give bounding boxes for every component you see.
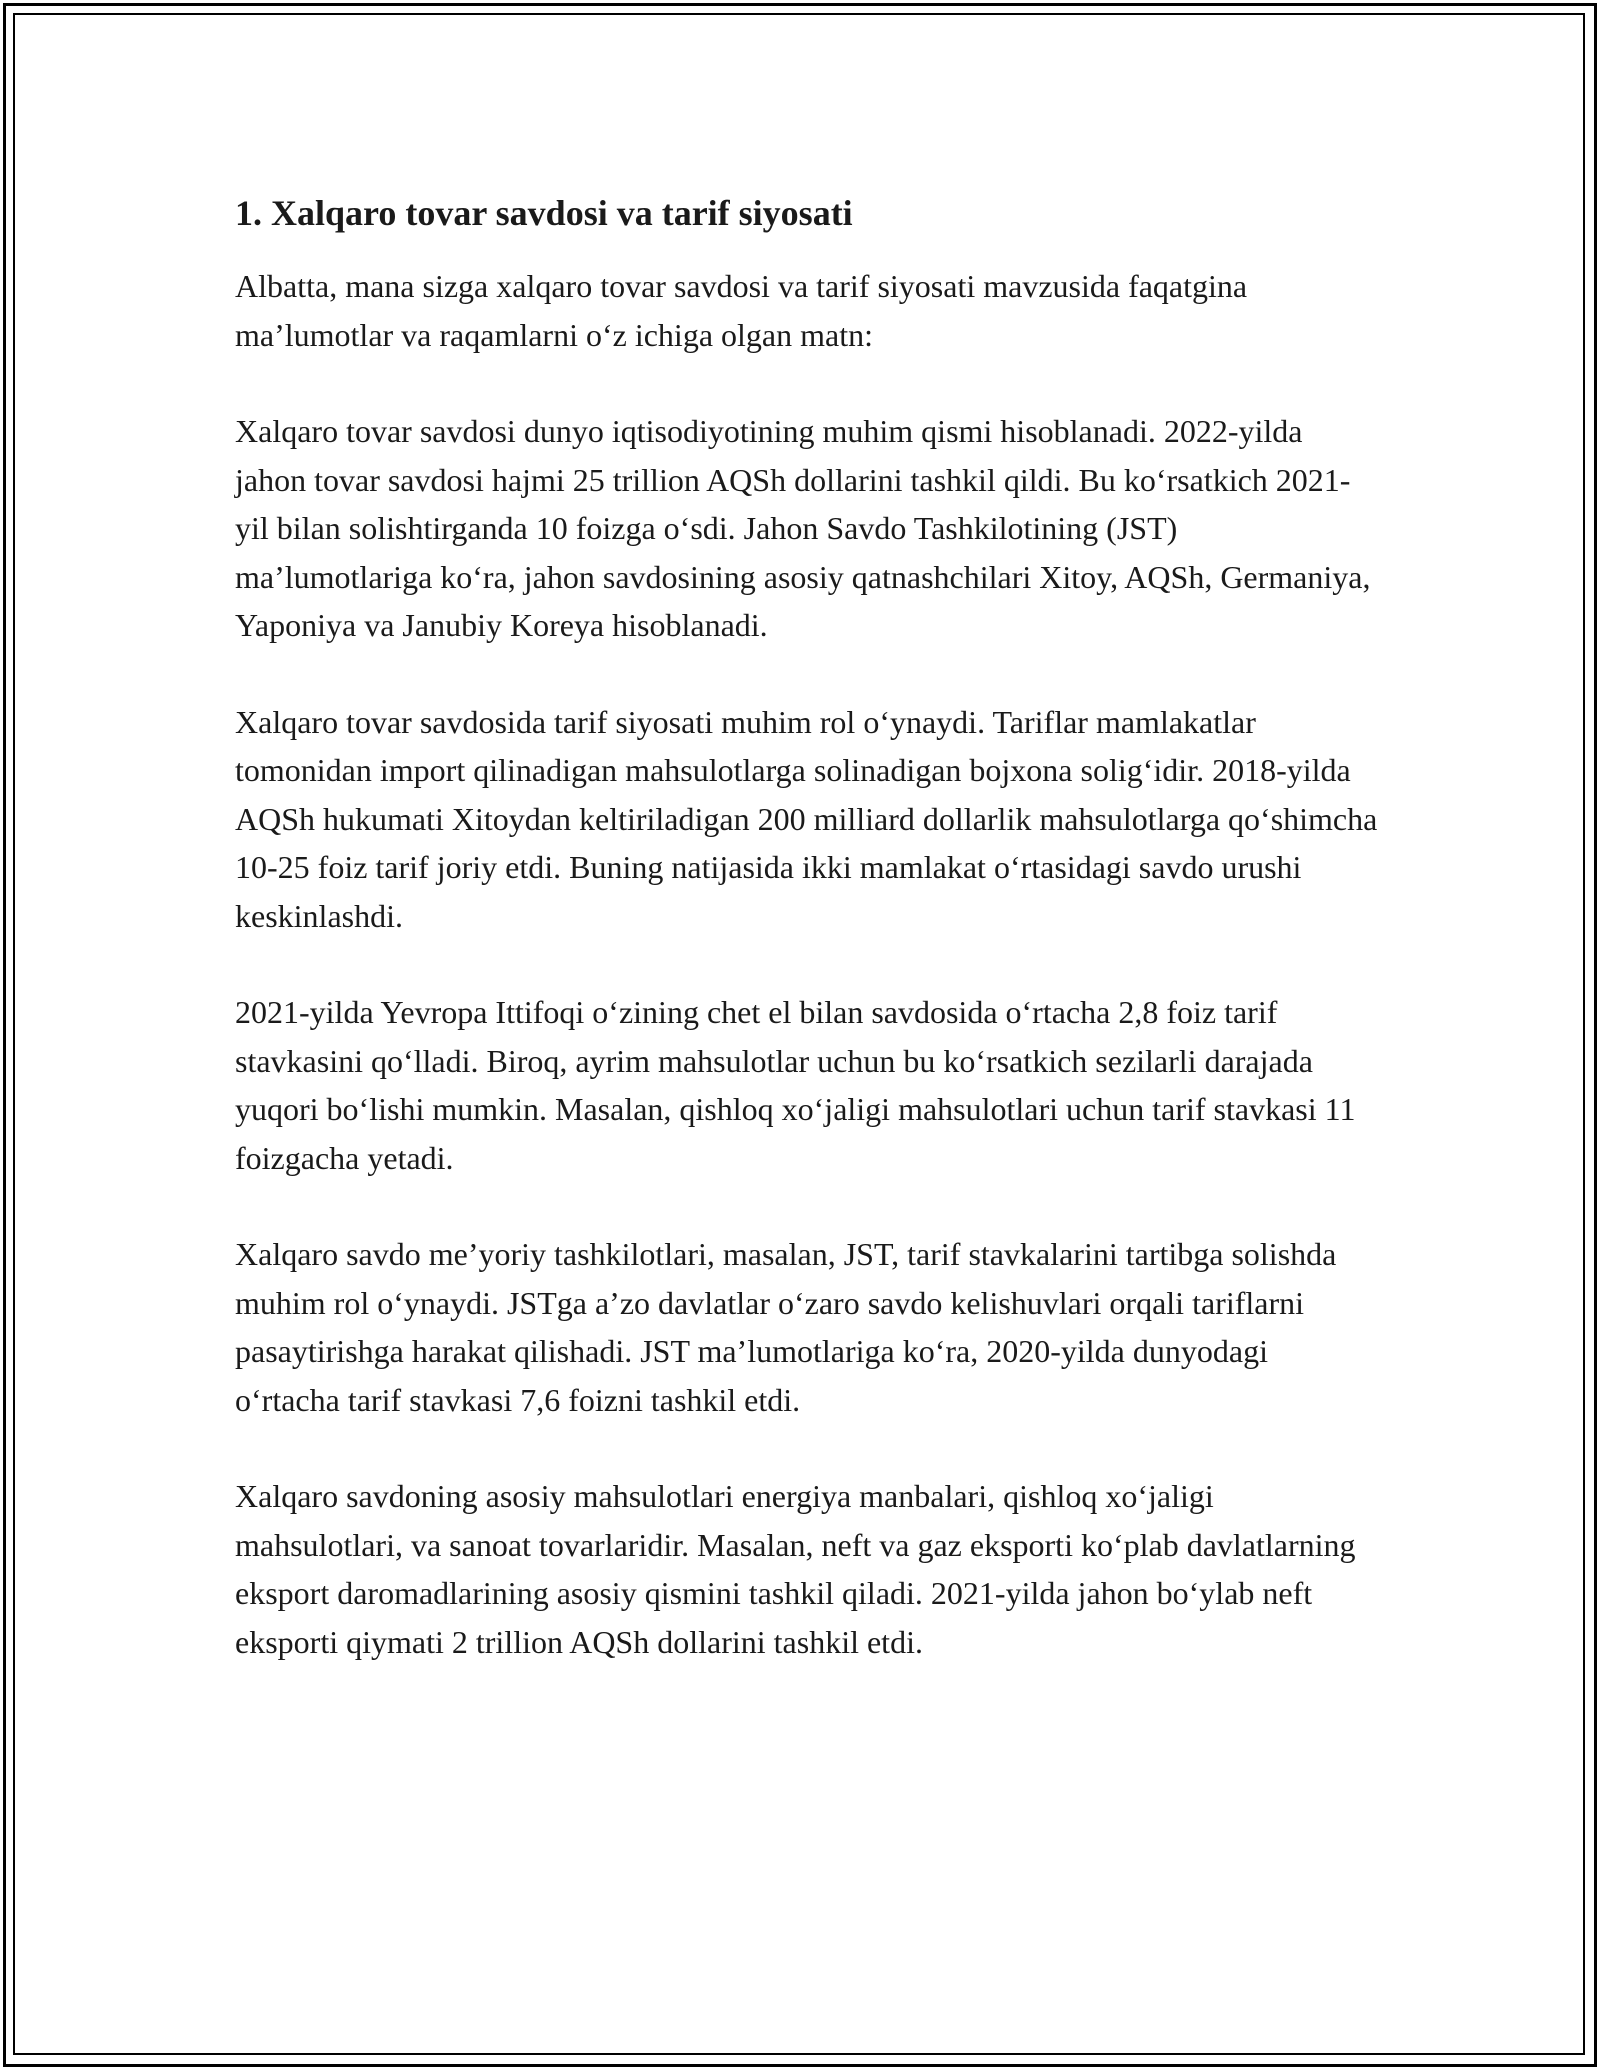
paragraph-wto-role: Xalqaro savdo me’yoriy tashkilotlari, masalan, JST, tarif stavkalarini tartibga solishda muhim rol o‘ynaydi. JSTga a’zo davlatlar o‘zaro savdo kelishuvlari orqali tariflarni pasaytirishga harakat qilishadi. JST ma’lumotlariga ko‘ra, 2020-yilda dunyodagi o‘rtacha tarif stavkasi 7,6 foizni tashkil etdi.: [235, 1236, 1337, 1418]
paragraph-eu-tariffs: 2021-yilda Yevropa Ittifoqi o‘zining chet el bilan savdosida o‘rtacha 2,8 foiz tarif stavkasini qo‘lladi. Biroq, ayrim mahsulotlar uchun bu ko‘rsatkich sezilarli darajada yuqori bo‘lishi mumkin. Masalan, qishloq xo‘jaligi mahsulotlari uchun tarif stavkasi 11 foizgacha yetadi.: [235, 994, 1356, 1176]
intro-paragraph: Albatta, mana sizga xalqaro tovar savdosi va tarif siyosati mavzusida faqatgina ma’lumotlar va raqamlarni o‘z ichiga olgan matn:: [235, 268, 1248, 353]
document-body: [235, 188, 1380, 1714]
paragraph-tariff-policy: Xalqaro tovar savdosida tarif siyosati muhim rol o‘ynaydi. Tariflar mamlakatlar tomonidan import qilinadigan mahsulotlarga solinadigan bojxona solig‘idir. 2018-yilda AQSh hukumati Xitoydan keltiriladigan 200 milliard dollarlik mahsulotlarga qo‘shimcha 10-25 foiz tarif joriy etdi. Buning natijasida ikki mamlakat o‘rtasidagi savdo urushi keskinlashdi.: [235, 703, 1378, 934]
paragraph-main-products: Xalqaro savdoning asosiy mahsulotlari energiya manbalari, qishloq xo‘jaligi mahsulotlari, va sanoat tovarlaridir. Masalan, neft va gaz eksporti ko‘plab davlatlarning eksport daromadlarining asosiy qismini tashkil qiladi. 2021-yilda jahon bo‘ylab neft eksporti qiymati 2 trillion AQSh dollarini tashkil etdi.: [235, 1478, 1356, 1660]
section-heading: 1. Xalqaro tovar savdosi va tarif siyosati: [235, 193, 853, 233]
paragraph-trade-volume: Xalqaro tovar savdosi dunyo iqtisodiyotining muhim qismi hisoblanadi. 2022-yilda jahon tovar savdosi hajmi 25 trillion AQSh dollarini tashkil qildi. Bu ko‘rsatkich 2021-yil bilan solishtirganda 10 foizga o‘sdi. Jahon Savdo Tashkilotining (JST) ma’lumotlariga ko‘ra, jahon savdosining asosiy qatnashchilari Xitoy, AQSh, Germaniya, Yaponiya va Janubiy Koreya hisoblanadi.: [235, 413, 1371, 643]
